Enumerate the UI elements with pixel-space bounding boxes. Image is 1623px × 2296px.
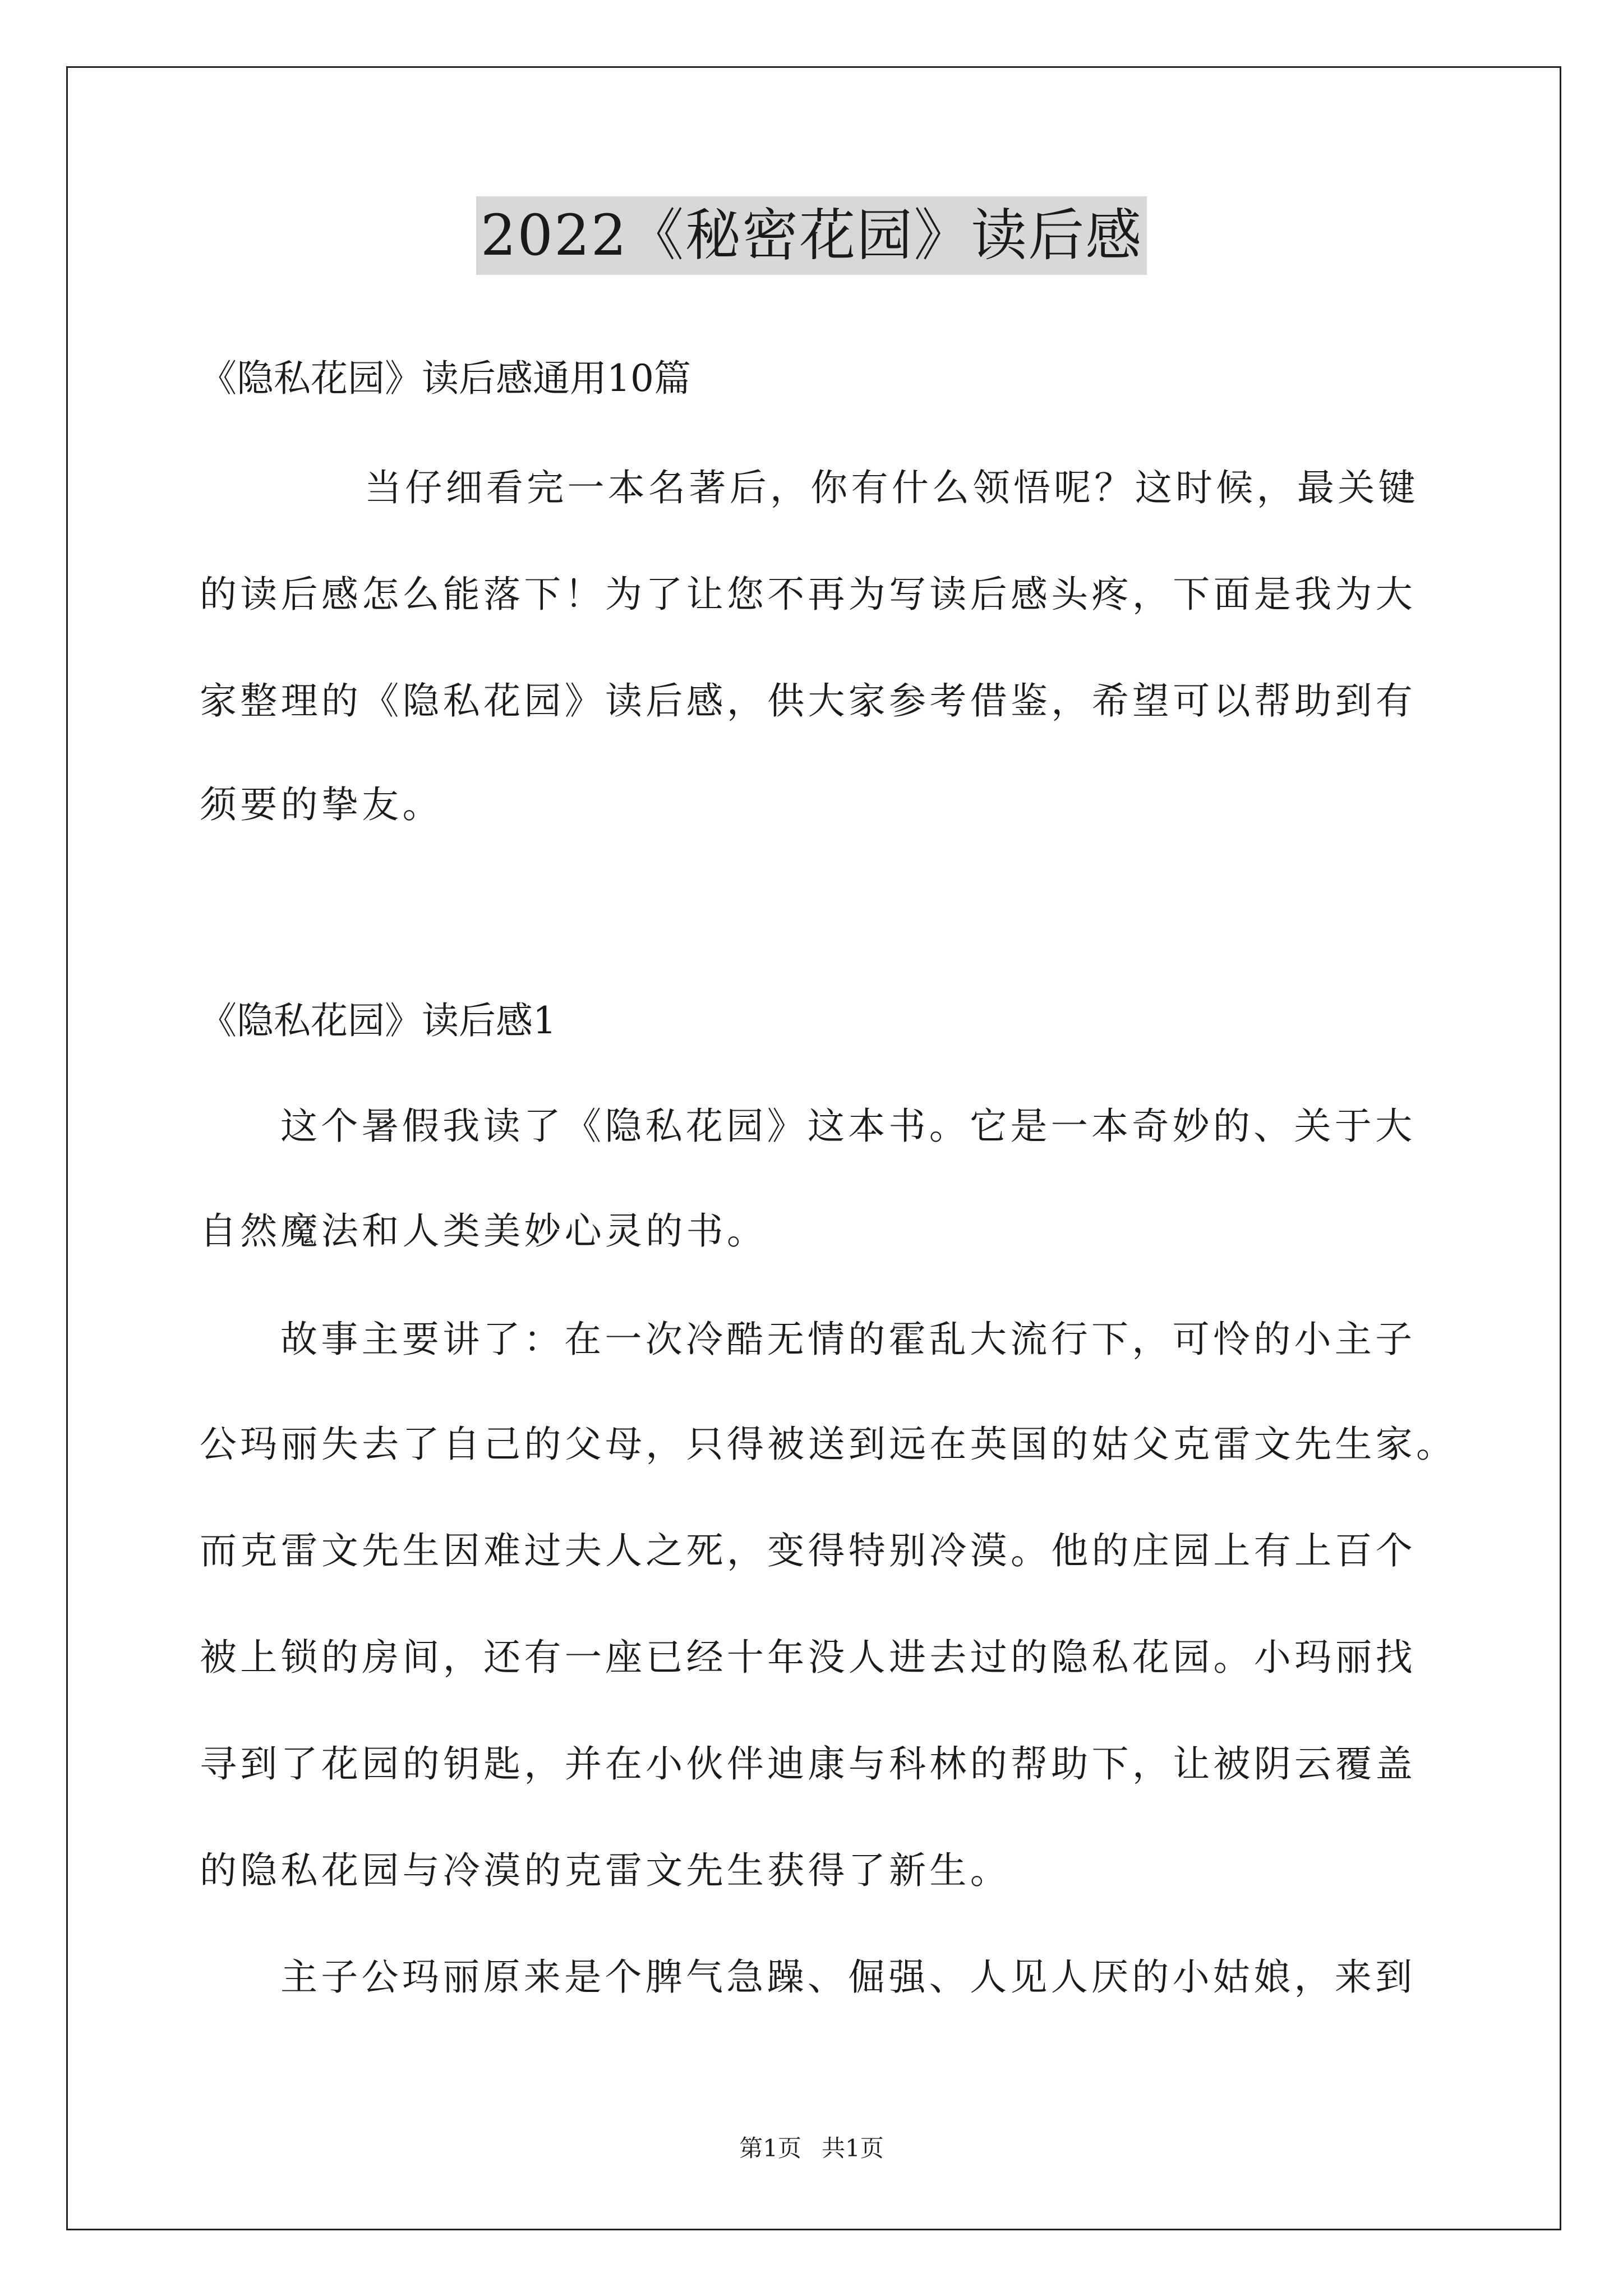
- paragraph-line: 而克雷文先生因难过夫人之死，变得特别冷漠。他的庄园上有上百个: [200, 1529, 1416, 1572]
- section-heading: 《隐私花园》读后感1: [200, 999, 556, 1042]
- paragraph-line: 公玛丽失去了自己的父母，只得被送到远在英国的姑父克雷文先生家。: [200, 1423, 1457, 1466]
- intro-line: 当仔细看完一本名著后，你有什么领悟呢？这时候，最关键: [365, 466, 1419, 509]
- page-total: 共1页: [822, 2134, 884, 2162]
- paragraph-line: 故事主要讲了：在一次冷酷无情的霍乱大流行下，可怜的小主子: [280, 1318, 1416, 1361]
- paragraph-line: 寻到了花园的钥匙，并在小伙伴迪康与科林的帮助下，让被阴云覆盖: [200, 1742, 1416, 1786]
- intro-line: 家整理的《隐私花园》读后感，供大家参考借鉴，希望可以帮助到有: [200, 679, 1416, 723]
- page-footer: [0, 2132, 1623, 2165]
- paragraph-line: 自然魔法和人类美妙心灵的书。: [200, 1209, 768, 1253]
- intro-line: 须要的挚友。: [200, 783, 443, 826]
- paragraph-line: 的隐私花园与冷漠的克雷文先生获得了新生。: [200, 1849, 1011, 1892]
- intro-line: 的读后感怎么能落下！为了让您不再为写读后感头疼，下面是我为大: [200, 573, 1416, 616]
- title-container: [0, 196, 1623, 275]
- document-title: 2022《秘密花园》读后感: [476, 196, 1147, 275]
- document-subtitle: 《隐私花园》读后感通用10篇: [200, 357, 691, 400]
- paragraph-line: 主子公玛丽原来是个脾气急躁、倔强、人见人厌的小姑娘，来到: [280, 1955, 1416, 1999]
- page-number: 第1页: [739, 2134, 801, 2162]
- paragraph-line: 被上锁的房间，还有一座已经十年没人进去过的隐私花园。小玛丽找: [200, 1636, 1416, 1679]
- paragraph-line: 这个暑假我读了《隐私花园》这本书。它是一本奇妙的、关于大: [280, 1105, 1416, 1148]
